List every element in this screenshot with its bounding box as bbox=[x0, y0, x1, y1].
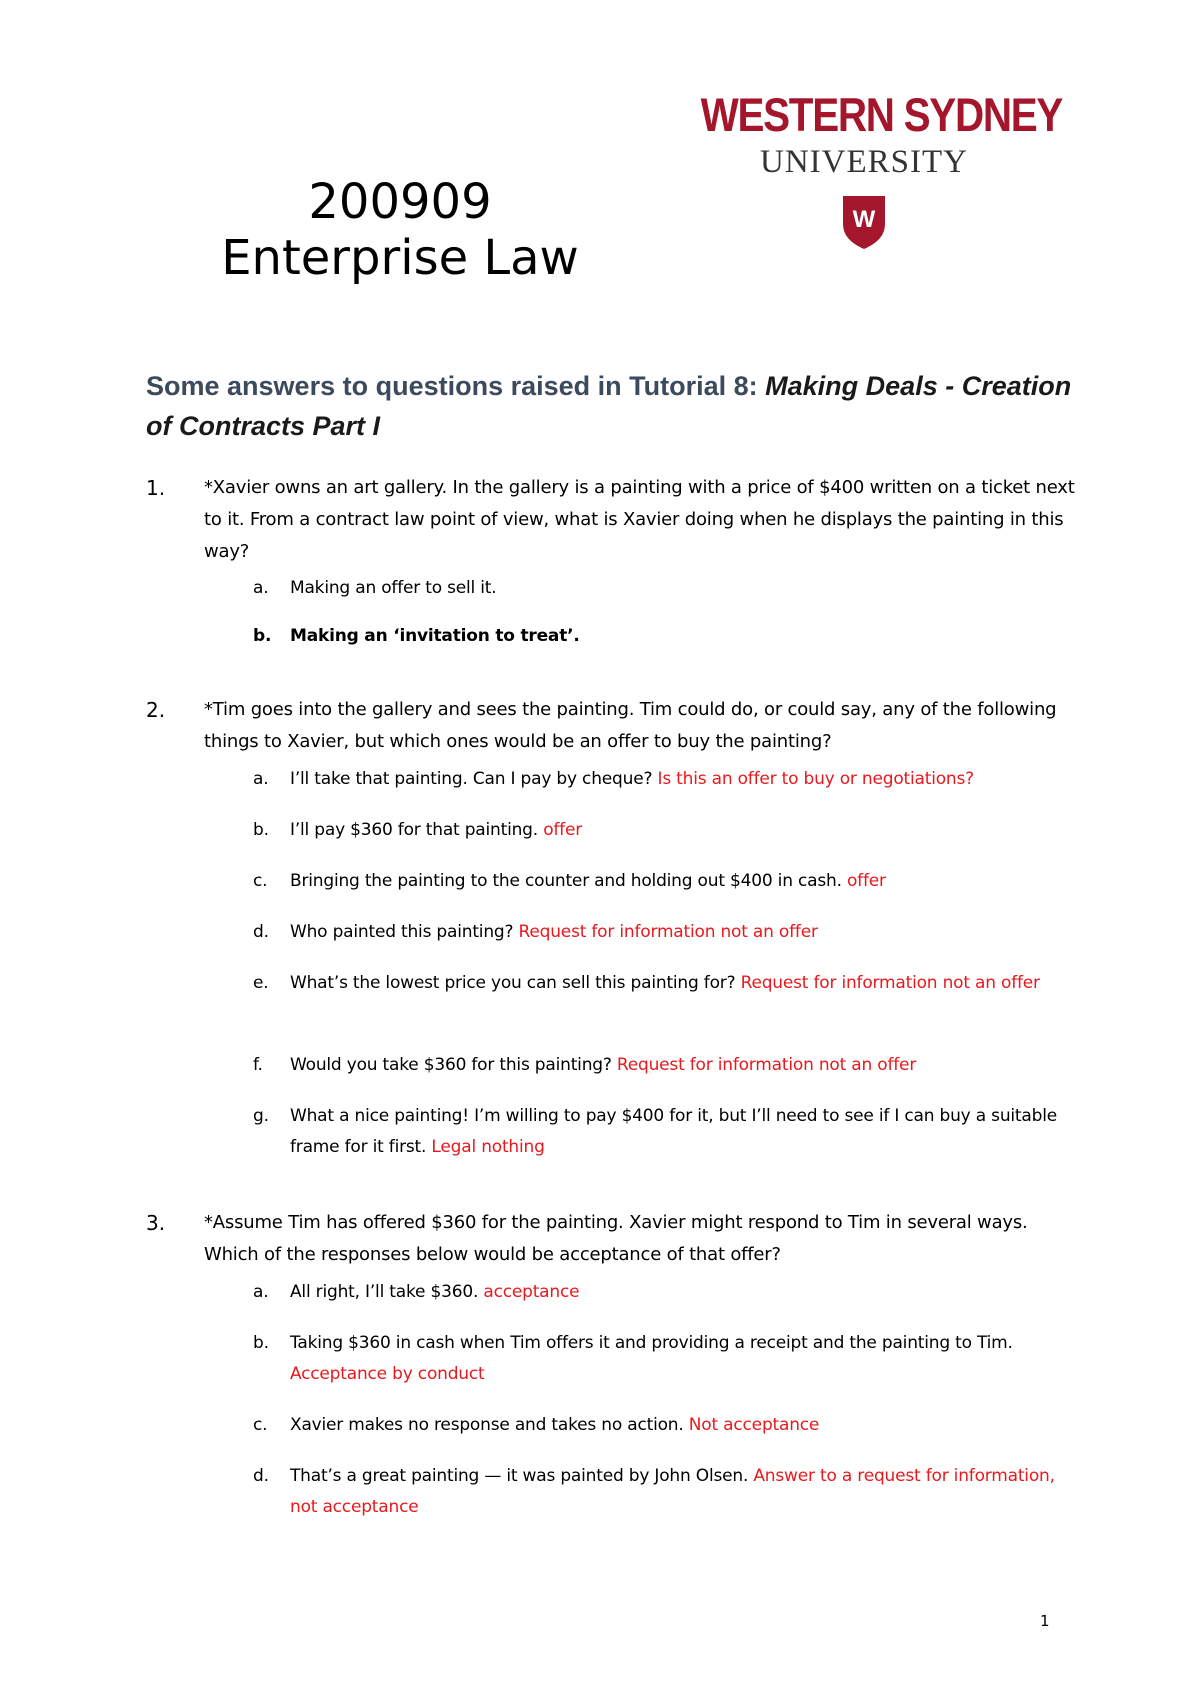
question-3 bbox=[146, 1207, 1076, 1517]
option-text: Would you take $360 for this painting? bbox=[290, 1055, 617, 1075]
option-answer: Request for information not an offer bbox=[616, 1055, 917, 1075]
option-d bbox=[253, 917, 1073, 948]
question-2 bbox=[146, 694, 1076, 1157]
option-letter: f. bbox=[253, 1055, 263, 1075]
shield-icon bbox=[841, 194, 887, 250]
heading-plain: Some answers to questions raised in Tutorial 8: bbox=[146, 371, 766, 401]
option-letter: a. bbox=[253, 578, 269, 598]
option-text: Xavier makes no response and takes no action. bbox=[290, 1415, 689, 1435]
question-text: *Assume Tim has offered $360 for the painting. Xavier might respond to Tim in several ways. Which of the responses below would be acceptance of that offer? bbox=[204, 1212, 1028, 1265]
option-answer: Request for information not an offer bbox=[518, 922, 818, 942]
question-number: 2. bbox=[146, 698, 166, 722]
logo-line-university: UNIVERSITY bbox=[760, 144, 968, 180]
option-letter: g. bbox=[253, 1106, 269, 1126]
option-text: What’s the lowest price you can sell this painting for? bbox=[290, 973, 741, 993]
question-1 bbox=[146, 472, 1076, 646]
option-d bbox=[253, 1461, 1073, 1523]
option-answer: Not acceptance bbox=[688, 1415, 820, 1435]
option-b bbox=[253, 1328, 1073, 1390]
option-a bbox=[253, 764, 1073, 795]
option-text: Making an offer to sell it. bbox=[290, 578, 497, 598]
option-answer: offer bbox=[846, 871, 886, 891]
option-c bbox=[253, 866, 1073, 897]
question-text: *Xavier owns an art gallery. In the gallery is a painting with a price of $400 written on a ticket next to it. From a contract law point of view, what is Xavier doing when he displays the painting in this way? bbox=[204, 477, 1075, 562]
heading-italic: Making Deals - Creation of Contracts Part I bbox=[146, 371, 1072, 441]
section-heading bbox=[146, 366, 1076, 446]
option-text: What a nice painting! I’m willing to pay $400 for it, but I’ll need to see if I can buy a suitable frame for it first. bbox=[290, 1106, 1057, 1157]
option-text: Bringing the painting to the counter and holding out $400 in cash. bbox=[290, 871, 847, 891]
option-answer: Legal nothing bbox=[431, 1137, 545, 1157]
option-answer: acceptance bbox=[483, 1282, 580, 1302]
option-letter: b. bbox=[253, 1333, 269, 1353]
option-a bbox=[253, 573, 1073, 604]
option-letter: c. bbox=[253, 871, 268, 891]
option-letter: a. bbox=[253, 1282, 269, 1302]
course-name: Enterprise Law bbox=[221, 230, 579, 286]
question-number: 3. bbox=[146, 1211, 166, 1235]
option-letter: e. bbox=[253, 973, 269, 993]
option-b bbox=[253, 815, 1073, 846]
logo-line-western-sydney: WESTERN SYDNEY bbox=[700, 88, 1063, 141]
option-text: Who painted this painting? bbox=[290, 922, 519, 942]
question-text: *Tim goes into the gallery and sees the painting. Tim could do, or could say, any of the following things to Xavier, but which ones would be an offer to buy the painting? bbox=[204, 699, 1057, 752]
option-answer: Acceptance by conduct bbox=[290, 1364, 485, 1384]
option-letter: d. bbox=[253, 922, 269, 942]
option-b bbox=[253, 621, 1073, 652]
option-text: That’s a great painting — it was painted by John Olsen. bbox=[290, 1466, 754, 1486]
option-text: All right, I’ll take $360. bbox=[290, 1282, 484, 1302]
option-c bbox=[253, 1410, 1073, 1441]
course-code: 200909 bbox=[308, 174, 492, 230]
option-a bbox=[253, 1277, 1073, 1308]
option-text: I’ll pay $360 for that painting. bbox=[290, 820, 544, 840]
option-e bbox=[253, 968, 1073, 999]
course-title bbox=[140, 174, 660, 286]
page-number: 1 bbox=[1040, 1612, 1050, 1630]
option-letter: a. bbox=[253, 769, 269, 789]
option-text: I’ll take that painting. Can I pay by cheque? bbox=[290, 769, 658, 789]
option-answer: offer bbox=[543, 820, 583, 840]
option-g bbox=[253, 1101, 1073, 1163]
option-text: Taking $360 in cash when Tim offers it and providing a receipt and the painting to Tim. bbox=[290, 1333, 1013, 1353]
option-answer: Is this an offer to buy or negotiations? bbox=[657, 769, 974, 789]
option-letter: b. bbox=[253, 626, 272, 646]
option-answer: Answer to a request for information, not acceptance bbox=[290, 1466, 1055, 1517]
option-answer: Request for information not an offer bbox=[740, 973, 1040, 993]
university-logo bbox=[674, 88, 1063, 270]
option-letter: b. bbox=[253, 820, 269, 840]
option-f bbox=[253, 1050, 1073, 1081]
option-letter: c. bbox=[253, 1415, 268, 1435]
option-text: Making an ‘invitation to treat’. bbox=[290, 626, 580, 646]
question-number: 1. bbox=[146, 476, 166, 500]
option-letter: d. bbox=[253, 1466, 269, 1486]
shield-letter: W bbox=[852, 206, 876, 233]
